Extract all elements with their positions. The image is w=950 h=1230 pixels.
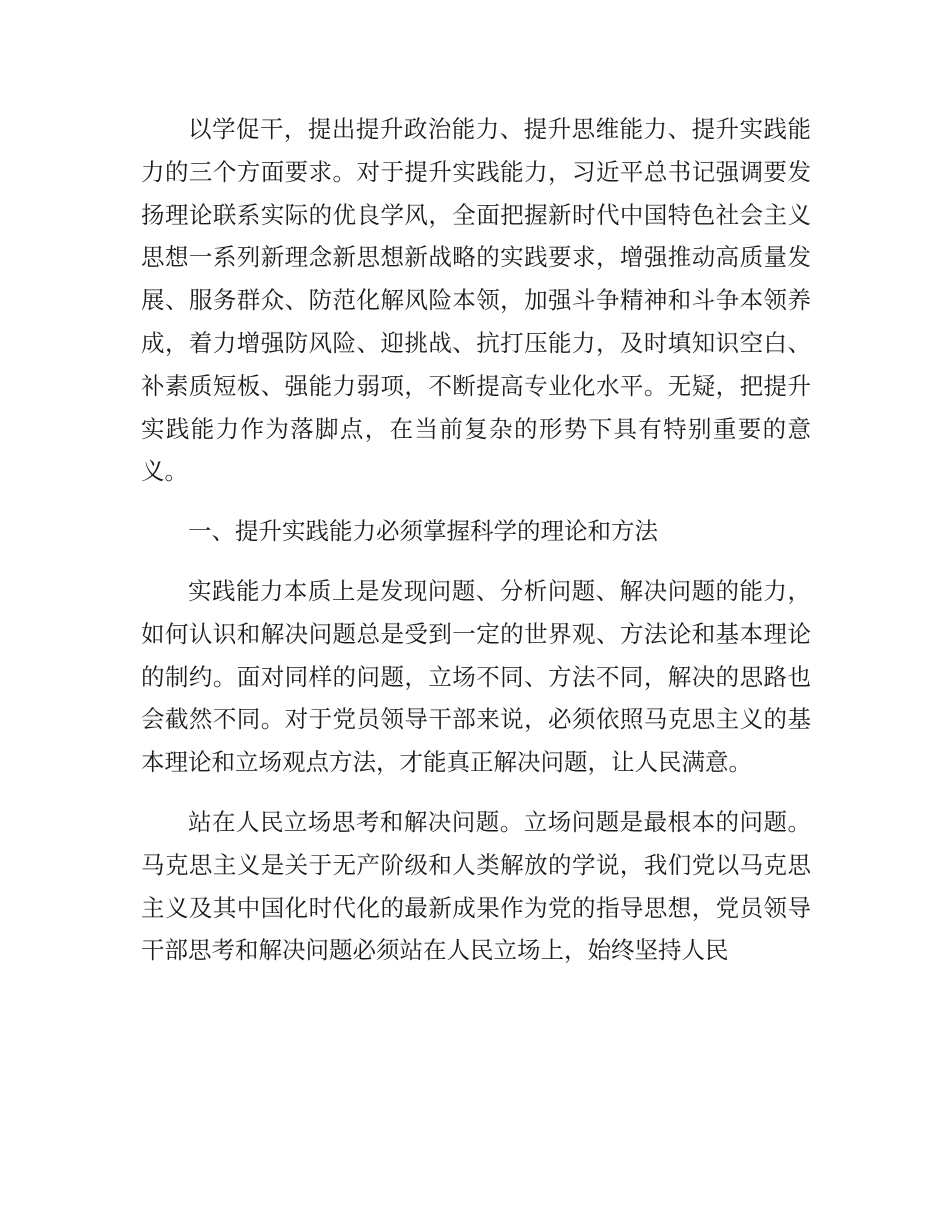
- paragraph-2: 实践能力本质上是发现问题、分析问题、解决问题的能力，如何认识和解决问题总是受到一定的世界观、方法论和基本理论的制约。面对同样的问题，立场不同、方法不同，解决的思路也会截然不同。对于党员领导干部来说，必须依照马克思主义的基本理论和立场观点方法，才能真正解决问题，让人民满意。: [141, 576, 811, 777]
- paragraph-1: 以学促干，提出提升政治能力、提升思维能力、提升实践能力的三个方面要求。对于提升实践能力，习近平总书记强调要发扬理论联系实际的优良学风，全面把握新时代中国特色社会主义思想一系列新理念新思想新战略的实践要求，增强推动高质量发展、服务群众、防范化解风险本领，加强斗争精神和斗争本领养成，着力增强防风险、迎挑战、抗打压能力，及时填知识空白、补素质短板、强能力弱项，不断提高专业化水平。无疑，把提升实践能力作为落脚点，在当前复杂的形势下具有特别重要的意义。: [141, 115, 811, 486]
- paragraph-3: 站在人民立场思考和解决问题。立场问题是最根本的问题。马克思主义是关于无产阶级和人类解放的学说，我们党以马克思主义及其中国化时代化的最新成果作为党的指导思想，党员领导干部思考和解决问题必须站在人民立场上，始终坚持人民: [141, 807, 811, 965]
- document-body: [141, 108, 811, 972]
- section-heading-1: 一、提升实践能力必须掌握科学的理论和方法: [188, 517, 658, 546]
